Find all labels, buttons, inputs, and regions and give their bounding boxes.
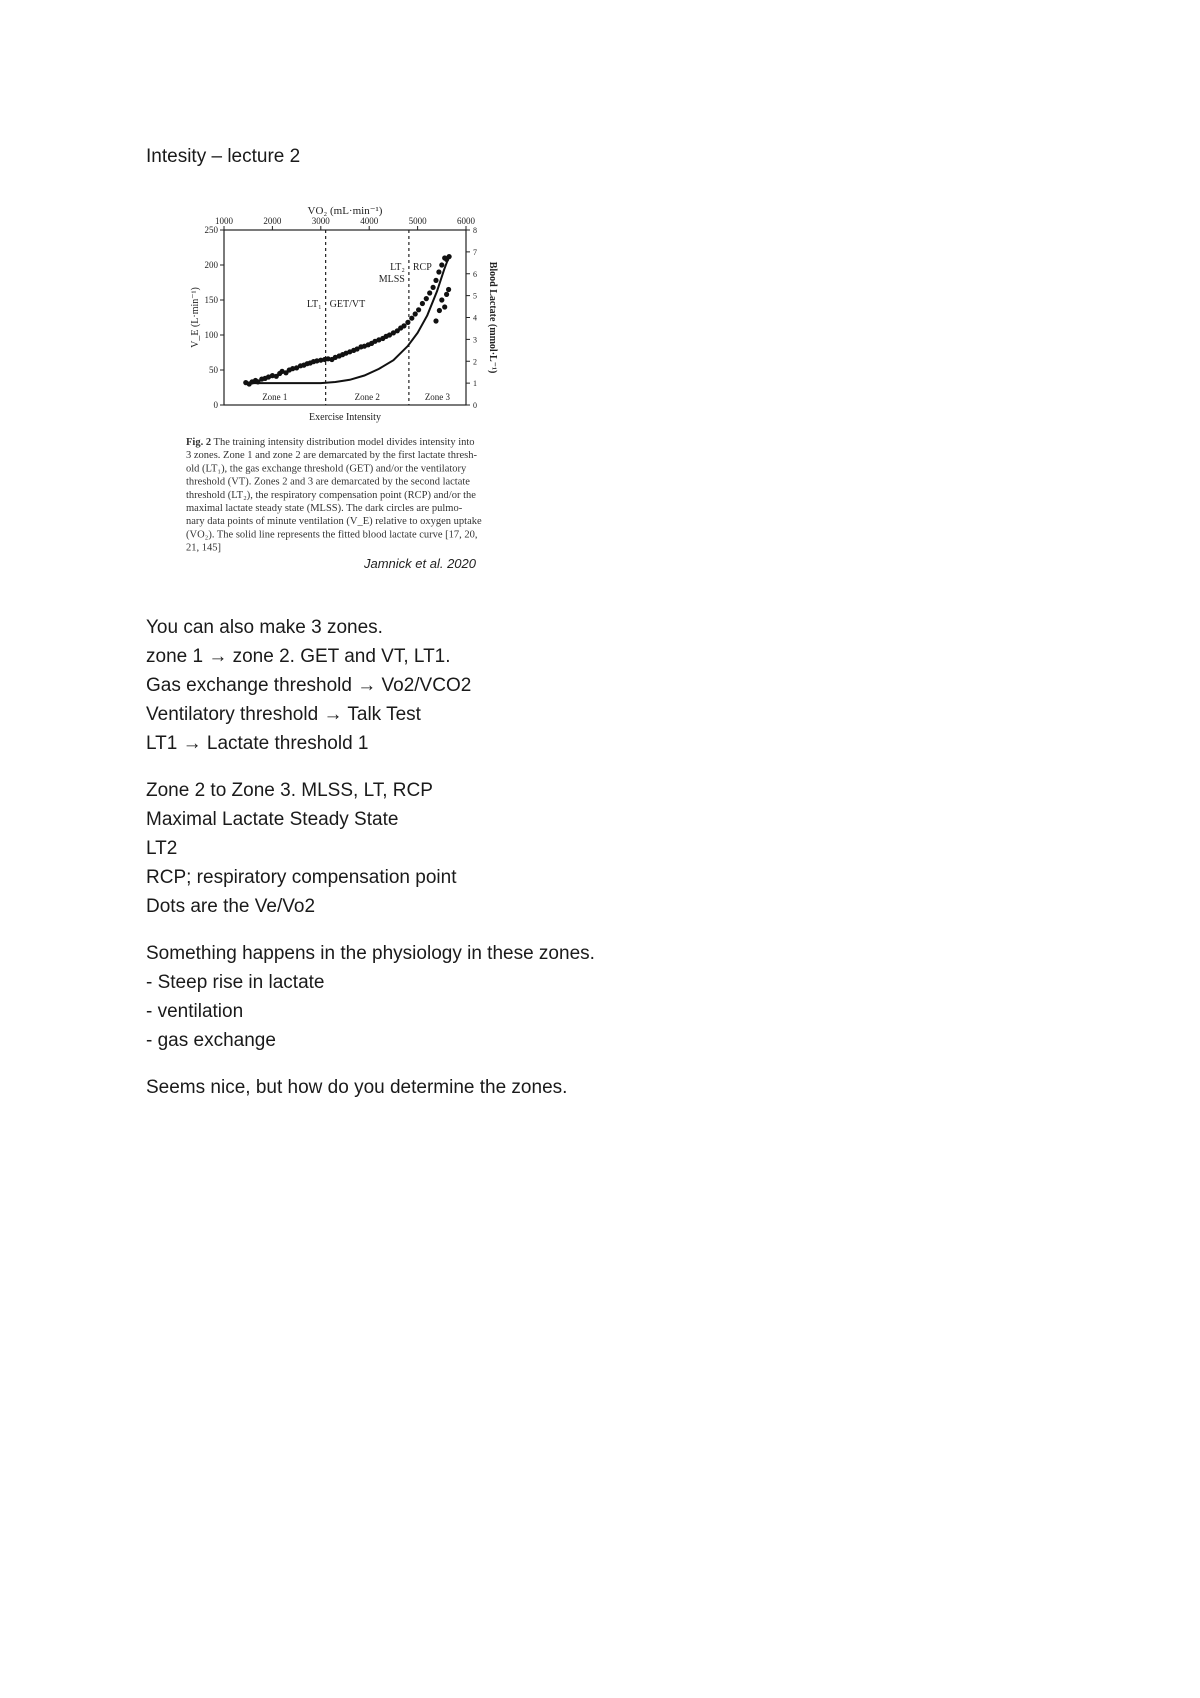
caption-text: maximal lactate steady state (MLSS). The dark circles are pulmo- (186, 503, 463, 514)
caption-line (186, 503, 463, 514)
right-axis-label: Blood Lactate (mmol·L⁻¹) (487, 261, 498, 374)
top-axis-label: VO₂ (mL·min⁻¹) (307, 205, 383, 217)
note-line: Dots are the Ve/Vo2 (146, 896, 316, 917)
note-line: - ventilation (146, 1001, 244, 1022)
ve-data-point (439, 297, 444, 302)
paragraph-gap (146, 758, 1046, 776)
ve-data-point (433, 278, 438, 283)
caption-line (186, 529, 478, 540)
x-axis-label: Exercise Intensity (309, 412, 381, 423)
caption-text: threshold (LT₂), the respiratory compensation point (RCP) and/or the (186, 489, 476, 501)
ve-data-point (409, 316, 414, 321)
caption-line (186, 450, 477, 461)
top-tick-label: 1000 (215, 216, 233, 226)
right-tick-label: 3 (473, 335, 477, 345)
caption-line (186, 490, 476, 501)
right-tick-label: 5 (473, 291, 477, 301)
caption-line (186, 437, 475, 448)
caption-text: nary data points of minute ventilation (V_E) relative to oxygen uptake (186, 516, 482, 528)
right-tick-label: 7 (473, 247, 477, 257)
ve-data-point (401, 323, 406, 328)
note-paragraph (146, 613, 1046, 758)
note-line: Maximal Lactate Steady State (146, 809, 399, 830)
caption-text: 21, 145] (186, 542, 221, 554)
left-tick-label: 100 (204, 330, 218, 340)
ve-data-point (413, 311, 418, 316)
right-tick-label: 4 (473, 313, 477, 323)
note-line: LT2 (146, 838, 178, 859)
ve-data-point (427, 290, 432, 295)
left-tick-label: 0 (213, 400, 218, 410)
ve-data-point (439, 262, 444, 267)
notes (146, 613, 1046, 1102)
ve-data-point (431, 285, 436, 290)
right-tick-label: 6 (473, 269, 477, 279)
ve-data-point (444, 292, 449, 297)
top-tick-label: 3000 (311, 216, 330, 226)
figure-credit: Jamnick et al. 2020 (363, 555, 476, 571)
caption-text: (VO₂). The solid line represents the fitted blood lactate curve [17, 20, (186, 529, 478, 541)
note-line: zone 1 → zone 2. GET and VT, LT1. (146, 646, 451, 667)
note-paragraph (146, 776, 1046, 921)
caption-text: 3 zones. Zone 1 and zone 2 are demarcated by the first lactate thresh- (186, 450, 477, 462)
top-tick-label: 5000 (408, 216, 427, 226)
note-line: Ventilatory threshold → Talk Test (146, 704, 421, 725)
paragraph-gap (146, 921, 1046, 939)
ventilation-lactate-chart (186, 200, 526, 585)
caption-figure-number: Fig. 2 (186, 437, 212, 448)
note-line: Something happens in the physiology in these zones. (146, 943, 595, 964)
caption-text: The training intensity distribution model divides intensity into (211, 437, 475, 448)
threshold-label: LT₂ (390, 262, 405, 273)
right-tick-label: 8 (473, 226, 477, 235)
caption-text: old (LT₁), the gas exchange threshold (GET) and/or the ventilatory (186, 463, 467, 475)
note-line: RCP; respiratory compensation point (146, 867, 457, 888)
threshold-label: MLSS (378, 274, 405, 285)
left-tick-label: 150 (204, 295, 218, 305)
ve-data-point (424, 296, 429, 301)
note-paragraph (146, 939, 1046, 1055)
left-axis-label: V_E (L·min⁻¹) (190, 287, 201, 348)
top-tick-label: 6000 (457, 216, 475, 226)
right-tick-label: 1 (473, 379, 477, 389)
zone-label: Zone 1 (262, 392, 288, 402)
lactate-curve (248, 256, 449, 383)
ve-data-point (437, 308, 442, 313)
note-line: LT1 → Lactate threshold 1 (146, 733, 369, 754)
ve-data-point (447, 254, 452, 259)
left-tick-label: 200 (204, 260, 218, 270)
ve-data-point (405, 320, 410, 325)
threshold-label: RCP (412, 262, 432, 273)
threshold-label: LT₁ (306, 299, 322, 310)
zone-label: Zone 3 (424, 392, 451, 402)
ve-data-point (433, 318, 438, 323)
note-line: Gas exchange threshold → Vo2/VCO2 (146, 675, 472, 696)
top-tick-label: 2000 (263, 216, 282, 226)
right-tick-label: 0 (473, 401, 477, 410)
ve-data-point (436, 269, 441, 274)
ve-data-point (446, 287, 451, 292)
caption-line (186, 543, 221, 554)
note-line: - gas exchange (146, 1030, 276, 1051)
figure (186, 200, 526, 585)
caption-text: threshold (VT). Zones 2 and 3 are demarcated by the second lactate (186, 476, 470, 488)
ve-data-point (442, 304, 447, 309)
left-tick-label: 50 (209, 365, 218, 375)
left-tick-label: 250 (204, 225, 218, 235)
page-title: Intesity – lecture 2 (146, 146, 301, 167)
paragraph-gap (146, 1055, 1046, 1073)
ve-data-point (416, 307, 421, 312)
note-line: - Steep rise in lactate (146, 972, 325, 993)
note-line: You can also make 3 zones. (146, 617, 383, 638)
threshold-label: GET/VT (329, 299, 366, 310)
note-paragraph (146, 1073, 1046, 1102)
note-line: Seems nice, but how do you determine the zones. (146, 1077, 568, 1098)
caption-line (186, 477, 470, 488)
zone-label: Zone 2 (354, 392, 380, 402)
right-tick-label: 2 (473, 357, 477, 367)
note-line: Zone 2 to Zone 3. MLSS, LT, RCP (146, 780, 433, 801)
top-tick-label: 4000 (360, 216, 379, 226)
caption-line (186, 516, 482, 527)
caption-line (186, 463, 467, 474)
ve-data-point (420, 301, 425, 306)
